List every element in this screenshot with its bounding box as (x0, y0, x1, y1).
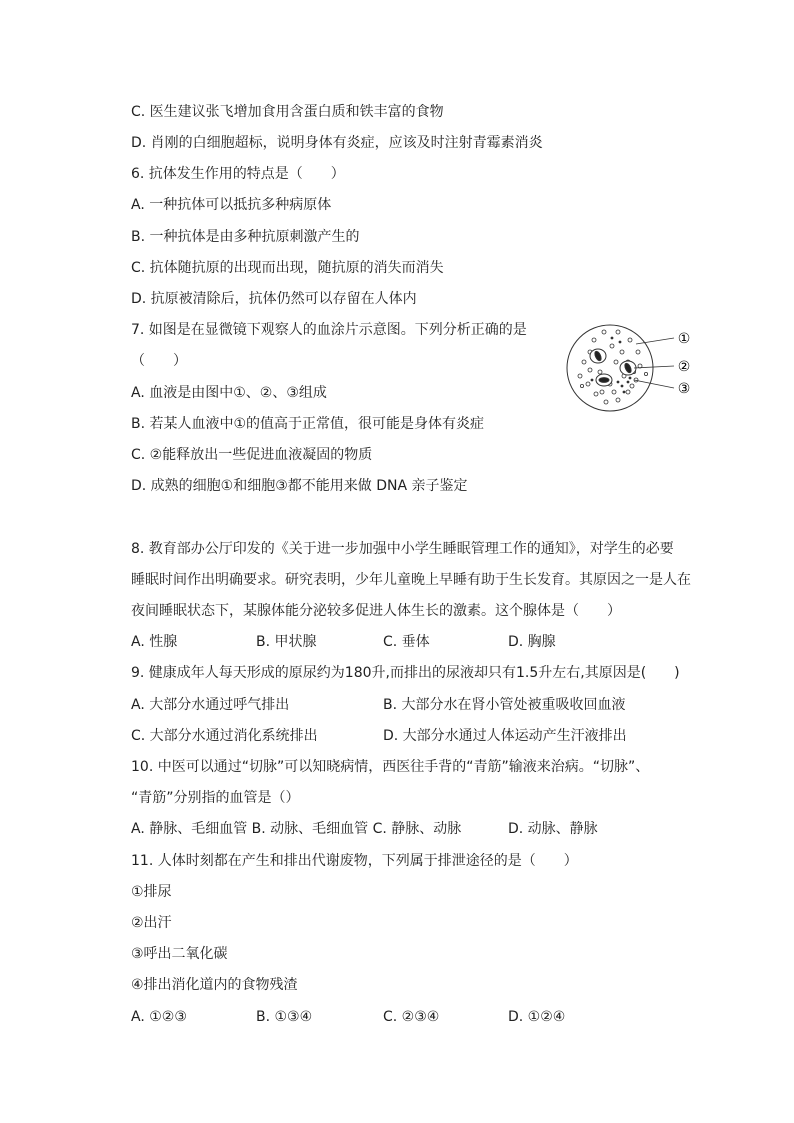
q7-option-a: A. 血液是由图中①、②、③组成 (131, 385, 327, 401)
q11-item-3: ③呼出二氧化碳 (131, 946, 228, 962)
q9-option-d: D. 大部分水通过人体运动产生汗液排出 (383, 728, 627, 744)
q7-option-d: D. 成熟的细胞①和细胞③都不能用来做 DNA 亲子鉴定 (131, 478, 468, 494)
q8-stem-cont2: 夜间睡眠状态下，某腺体能分泌较多促进人体生长的激素。这个腺体是（ ） (131, 603, 621, 619)
q6-stem: 6. 抗体发生作用的特点是（ ） (131, 166, 345, 182)
q8-option-d: D. 胸腺 (508, 634, 556, 650)
line-5d: D. 肖刚的白细胞超标，说明身体有炎症，应该及时注射青霉素消炎 (131, 135, 543, 151)
q10-options-abc: A. 静脉、毛细血管 B. 动脉、毛细血管 C. 静脉、动脉 (131, 821, 462, 837)
q6-option-c: C. 抗体随抗原的出现而出现，随抗原的消失而消失 (131, 260, 444, 276)
figure-label-3: ③ (677, 381, 691, 397)
q10-stem-cont: “青筋”分别指的血管是（） (131, 790, 300, 806)
q7-option-b: B. 若某人血液中①的值高于正常值，很可能是身体有炎症 (131, 416, 485, 432)
q11-item-1: ①排尿 (131, 884, 172, 900)
q8-option-b: B. 甲状腺 (256, 634, 317, 650)
q11-item-2: ②出汗 (131, 915, 172, 931)
q6-option-d: D. 抗原被清除后，抗体仍然可以存留在人体内 (131, 291, 417, 307)
q11-stem: 11. 人体时刻都在产生和排出代谢废物，下列属于排泄途径的是（ ） (131, 853, 578, 869)
figure-label-2: ② (677, 359, 691, 375)
q9-option-c: C. 大部分水通过消化系统排出 (131, 728, 318, 744)
q11-option-d: D. ①②④ (508, 1009, 566, 1025)
q10-option-d: D. 动脉、静脉 (508, 821, 598, 837)
q8-stem-cont1: 睡眠时间作出明确要求。研究表明，少年儿童晚上早睡有助于生长发育。其原因之一是人在 (131, 572, 691, 588)
q11-item-4: ④排出消化道内的食物残渣 (131, 977, 298, 993)
q6-option-b: B. 一种抗体是由多种抗原刺激产生的 (131, 229, 360, 245)
blood-smear-figure (566, 322, 706, 414)
q11-option-c: C. ②③④ (383, 1009, 440, 1025)
q11-option-a: A. ①②③ (131, 1009, 187, 1025)
line-5c: C. 医生建议张飞增加食用含蛋白质和铁丰富的食物 (131, 104, 444, 120)
q8-option-a: A. 性腺 (131, 634, 178, 650)
q7-stem-cont: （ ） (131, 353, 187, 369)
q9-option-a: A. 大部分水通过呼气排出 (131, 697, 290, 713)
q9-option-b: B. 大部分水在肾小管处被重吸收回血液 (383, 697, 626, 713)
q8-option-c: C. 垂体 (383, 634, 430, 650)
q8-stem: 8. 教育部办公厅印发的《关于进一步加强中小学生睡眠管理工作的通知》，对学生的必要 (131, 541, 674, 557)
q6-option-a: A. 一种抗体可以抵抗多种病原体 (131, 197, 332, 213)
q7-stem: 7. 如图是在显微镜下观察人的血涂片示意图。下列分析正确的是 (131, 322, 527, 338)
q7-option-c: C. ②能释放出一些促进血液凝固的物质 (131, 447, 373, 463)
q9-stem: 9. 健康成年人每天形成的原尿约为180升,而排出的尿液却只有1.5升左右,其原因是( ) (131, 665, 680, 681)
figure-label-1: ① (677, 331, 691, 347)
q11-option-b: B. ①③④ (256, 1009, 313, 1025)
q10-stem: 10. 中医可以通过“切脉”可以知晓病情，西医往手背的“青筋”输液来治病。“切脉”、 (131, 759, 650, 775)
